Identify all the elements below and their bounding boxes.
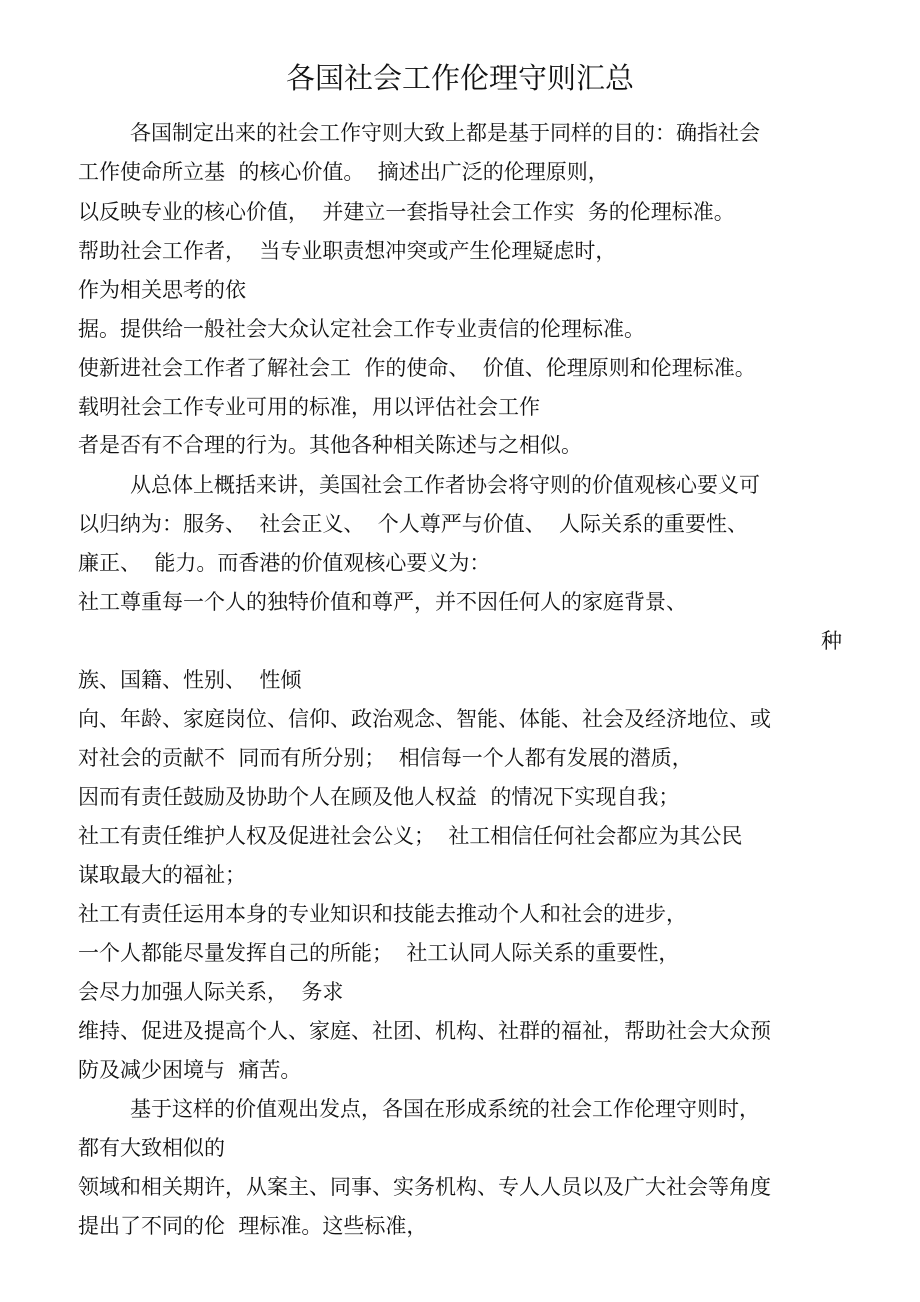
text-line: 帮助社会工作者， 当专业职责想冲突或产生伦理疑虑时， — [78, 239, 617, 263]
text-line: 防及减少困境与 痛苦。 — [78, 1058, 302, 1082]
text-line: 者是否有不合理的行为。其他各种相关陈述与之相似。 — [78, 433, 582, 457]
text-line: 以归纳为：服务、 社会正义、 个人尊严与价值、 人际关系的重要性、 — [78, 512, 749, 536]
text-line: 社工尊重每一个人的独特价值和尊严，并不因任何人的家庭背景、 — [78, 590, 687, 614]
document-title: 各国社会工作伦理守则汇总 — [285, 61, 634, 95]
text-line: 据。提供给一般社会大众认定社会工作专业责信的伦理标准。 — [78, 317, 645, 341]
text-line: 向、年龄、家庭岗位、信仰、政治观念、智能、体能、社会及经济地位、或 — [78, 707, 771, 731]
text-line: 族、国籍、性别、 性倾 — [78, 668, 302, 692]
text-line: 一个人都能尽量发挥自己的所能； 社工认同人际关系的重要性， — [78, 941, 680, 965]
text-line: 维持、促进及提高个人、家庭、社团、机构、社群的福祉，帮助社会大众预 — [78, 1019, 771, 1043]
text-line: 因而有责任鼓励及协助个人在顾及他人权益 的情况下实现自我； — [78, 785, 680, 809]
text-line: 各国制定出来的社会工作守则大致上都是基于同样的目的：确指社会 — [130, 121, 760, 145]
text-line: 载明社会工作专业可用的标准，用以评估社会工作 — [78, 395, 540, 419]
text-line: 社工有责任运用本身的专业知识和技能去推动个人和社会的进步， — [78, 902, 687, 926]
text-line: 从总体上概括来讲，美国社会工作者协会将守则的价值观核心要义可 — [130, 473, 760, 497]
text-line: 领域和相关期许，从案主、同事、实务机构、专人人员以及广大社会等角度 — [78, 1175, 771, 1199]
text-line: 对社会的贡献不 同而有所分别； 相信每一个人都有发展的潜质， — [78, 746, 693, 770]
text-line: 都有大致相似的 — [78, 1136, 225, 1160]
text-line: 以反映专业的核心价值， 并建立一套指导社会工作实 务的伦理标准。 — [78, 200, 735, 224]
text-line: 社工有责任维护人权及促进社会公义； 社工相信任何社会都应为其公民 — [78, 824, 743, 848]
text-line: 作为相关思考的依 — [78, 278, 246, 302]
text-line: 提出了不同的伦 理标准。这些标准， — [78, 1214, 428, 1238]
text-line: 谋取最大的福祉； — [78, 863, 246, 887]
text-line: 种 — [821, 629, 842, 653]
text-line: 使新进社会工作者了解社会工 作的使命、 价值、伦理原则和伦理标准。 — [78, 356, 756, 380]
text-line: 会尽力加强人际关系， 务求 — [78, 980, 344, 1004]
text-line: 工作使命所立基 的核心价值。 摘述出广泛的伦理原则， — [78, 160, 609, 184]
text-line: 廉正、 能力。而香港的价值观核心要义为： — [78, 551, 491, 575]
text-line: 基于这样的价值观出发点，各国在形成系统的社会工作伦理守则时， — [130, 1097, 760, 1121]
